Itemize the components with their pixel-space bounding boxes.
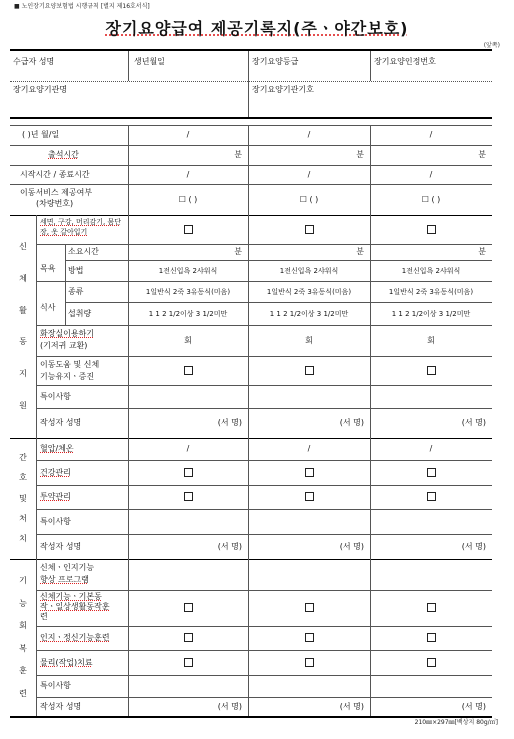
training-section: 기 [19,576,27,585]
physical-support-section: 신 [19,242,27,251]
paper-spec: 210㎜×297㎜[백상지 80g/㎡] [414,719,498,726]
meal-label: 식사 [40,303,56,312]
training-section: 회 [19,621,27,630]
signature-field: (서 명) [461,542,486,551]
checkbox[interactable] [370,225,492,235]
cog-program-label-2: 향상 프로그램 [40,575,89,584]
bath-method-options: 1전신입욕 2샤워식 [158,267,218,275]
checkbox[interactable] [128,658,248,668]
care-notes-label: 특이사항 [40,392,71,401]
date-slash: / [429,130,433,139]
checkbox[interactable] [370,603,492,613]
move-label-2: 기능유지ㆍ증진 [40,372,95,381]
checkbox[interactable] [128,633,248,643]
basic-training-label-1: 신체기능ㆍ기본동 [40,592,102,601]
signature-field: (서 명) [339,418,364,427]
training-section: 복 [19,644,27,653]
meal-amount-options: 1 1 2 1/2이상 3 1/2미만 [148,310,228,318]
checkbox[interactable] [370,492,492,502]
arrive-time-label: 출석시간 [48,150,79,159]
meal-amount-options: 1 1 2 1/2이상 3 1/2미만 [269,310,349,318]
checkbox[interactable] [370,658,492,668]
checkbox[interactable] [248,492,370,502]
checkbox[interactable] [248,366,370,376]
toilet-label-2: (기저귀 교환) [40,341,88,350]
nursing-section: 호 [19,473,27,482]
meal-type-label: 종류 [68,287,84,296]
meal-type-options: 1일반식 2죽 3유동식(미음) [145,288,231,296]
bp-slash: / [186,444,190,453]
toilet-label-1: 화장실이용하기 [40,329,95,338]
training-writer-label: 작성자 성명 [40,702,82,711]
physical-support-section: 지 [19,369,27,378]
bp-slash: / [307,444,311,453]
bath-time-label: 소요시간 [68,247,99,256]
checkbox[interactable] [248,468,370,478]
checkbox[interactable] [248,603,370,613]
training-section: 훈 [19,666,27,675]
institution-code-label: 장기요양기관기호 [252,85,314,94]
form-title: 장기요양급여 제공기록지(주ㆍ야간보호) [105,19,409,38]
cert-number-label: 장기요양인정번호 [374,57,436,66]
transport-label-2: (차량번호) [36,199,74,208]
time-slash: / [307,170,311,179]
date-row-label: ( )년 월/일 [22,130,60,139]
minutes-unit: 분 [356,150,364,159]
birth-date-label: 생년월일 [134,57,165,66]
training-notes-label: 특이사항 [40,681,71,690]
bp-slash: / [429,444,433,453]
checkbox[interactable] [128,468,248,478]
time-slash: / [429,170,433,179]
meal-amount-label: 섭취량 [68,309,92,318]
transport-label-1: 이동서비스 제공여부 [20,188,93,197]
nursing-notes-label: 특이사항 [40,517,71,526]
recipient-name-label: 수급자 성명 [13,57,55,66]
signature-field: (서 명) [339,702,364,711]
minutes-unit: 분 [478,150,486,159]
health-label: 건강관리 [40,468,71,477]
law-reference: ■ 노인장기요양보험법 시행규칙 [별지 제16호서식] [14,3,150,10]
bath-method-options: 1전신입욕 2샤워식 [401,267,461,275]
physical-support-section: 원 [19,401,27,410]
signature-field: (서 명) [217,702,242,711]
checkbox[interactable] [248,658,370,668]
physical-support-section: 체 [19,274,27,283]
bath-method-options: 1전신입욕 2샤워식 [279,267,339,275]
nursing-section: 치 [19,534,27,543]
institution-name-label: 장기요양기관명 [13,85,68,94]
med-label: 투약관리 [40,492,71,501]
minutes-unit: 분 [234,247,242,256]
bp-label: 혈압/체온 [40,444,74,453]
physical-support-section: 활 [19,306,27,315]
nursing-section: 간 [19,453,27,462]
transport-value: ☐ ( ) [178,195,198,204]
checkbox[interactable] [248,633,370,643]
nursing-section: 및 [19,494,27,503]
signature-field: (서 명) [461,418,486,427]
date-slash: / [186,130,190,139]
times-unit: 회 [427,336,435,345]
cognitive-training-label: 인지ㆍ정신기능훈련 [40,633,110,642]
physical-therapy-label: 물리(작업)치료 [40,658,93,667]
meal-amount-options: 1 1 2 1/2이상 3 1/2미만 [391,310,471,318]
bath-label: 목욕 [40,264,56,273]
front-side-label: (앞쪽) [483,42,500,49]
cog-program-label-1: 신체ㆍ인지기능 [40,563,95,572]
checkbox[interactable] [128,225,248,235]
times-unit: 회 [184,336,192,345]
checkbox[interactable] [370,633,492,643]
signature-field: (서 명) [217,418,242,427]
grade-label: 장기요양등급 [252,57,299,66]
nursing-writer-label: 작성자 성명 [40,542,82,551]
checkbox[interactable] [128,492,248,502]
wash-label: 세면, 구강, 머리감기, 몸단장, 옷 갈아입기 [40,218,121,236]
minutes-unit: 분 [356,247,364,256]
checkbox[interactable] [128,366,248,376]
date-slash: / [307,130,311,139]
transport-value: ☐ ( ) [299,195,319,204]
meal-type-options: 1일반식 2죽 3유동식(미음) [388,288,474,296]
signature-field: (서 명) [461,702,486,711]
nursing-section: 처 [19,514,27,523]
signature-field: (서 명) [339,542,364,551]
checkbox[interactable] [128,603,248,613]
bath-method-label: 방법 [68,266,84,275]
times-unit: 회 [305,336,313,345]
signature-field: (서 명) [217,542,242,551]
training-section: 련 [19,689,27,698]
checkbox[interactable] [370,366,492,376]
care-writer-label: 작성자 성명 [40,418,82,427]
transport-value: ☐ ( ) [421,195,441,204]
minutes-unit: 분 [234,150,242,159]
care-record-form [10,49,492,718]
basic-training-label-2: 작ㆍ일상생활동작훈 [40,602,110,611]
checkbox[interactable] [370,468,492,478]
basic-training-label-3: 련 [40,612,48,621]
minutes-unit: 분 [478,247,486,256]
start-end-label: 시작시간 / 종료시간 [20,170,90,179]
time-slash: / [186,170,190,179]
meal-type-options: 1일반식 2죽 3유동식(미음) [266,288,352,296]
training-section: 능 [19,599,27,608]
move-label-1: 이동도움 및 신체 [40,360,100,369]
physical-support-section: 동 [19,337,27,346]
checkbox[interactable] [248,225,370,235]
